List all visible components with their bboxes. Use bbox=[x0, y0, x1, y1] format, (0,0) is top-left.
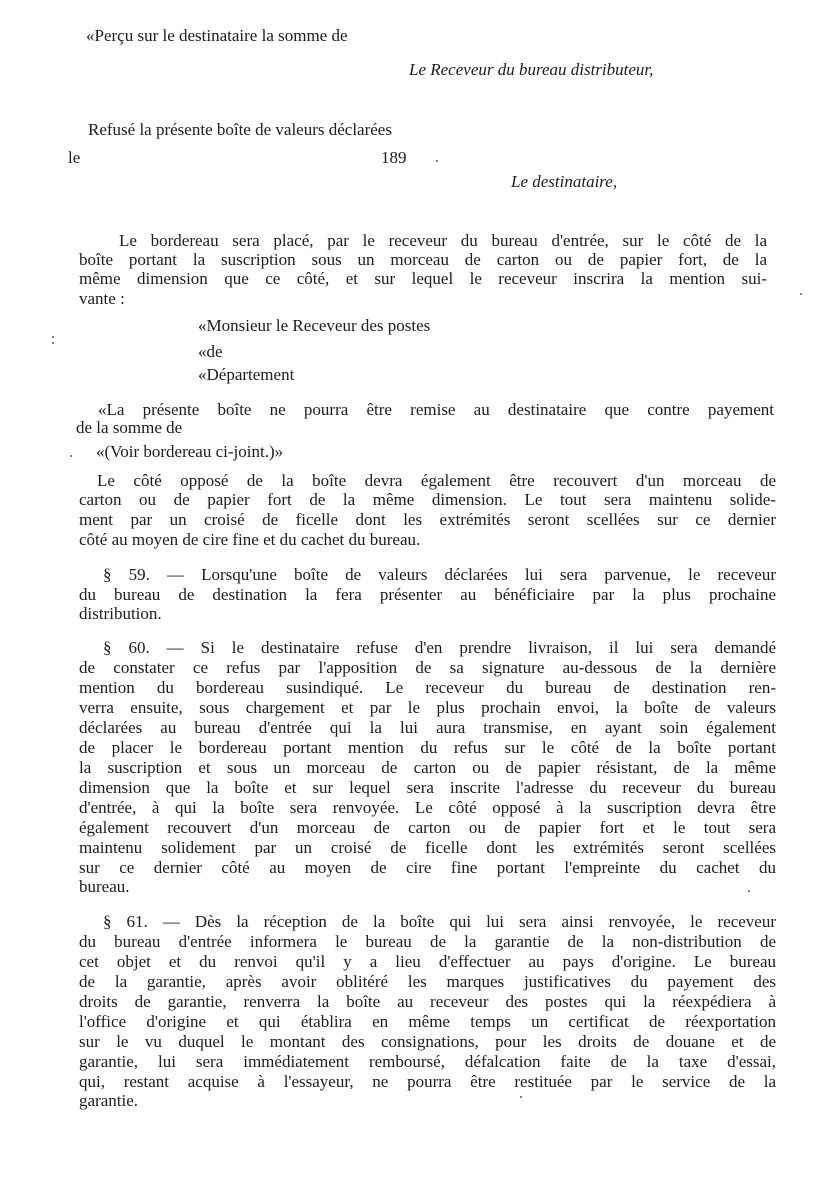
s61-line: § 61. — Dès la réception de la boîte qui lui sera ainsi renvoyée, le receveur bbox=[103, 912, 776, 931]
speck-mark bbox=[748, 890, 750, 892]
side-line: côté au moyen de cire fine et du cachet du bureau. bbox=[79, 530, 421, 549]
address-line: «de bbox=[198, 342, 223, 361]
speck-mark bbox=[520, 1096, 522, 1098]
s60-line: déclarées au bureau d'entrée qui la lui aura transmise, en ayant soin également bbox=[79, 718, 776, 737]
s61-line: l'office d'origine et qui établira en même temps un certificat de réexportation bbox=[79, 1012, 776, 1031]
address-line: «Monsieur le Receveur des postes bbox=[198, 316, 431, 335]
s60-line: de constater ce refus par l'apposition de sa signature au-dessous de la dernière bbox=[79, 658, 776, 677]
s60-line: dimension que la boîte et sur lequel sera inscrite l'adresse du receveur du bureau bbox=[79, 778, 776, 797]
s60-line: mention du bordereau susindiqué. Le receveur du bureau de destination ren- bbox=[79, 678, 776, 697]
speck-mark bbox=[52, 342, 54, 344]
s59-line: du bureau de destination la fera présenter au bénéficiaire par la plus prochaine bbox=[79, 585, 776, 604]
speck-mark bbox=[70, 455, 72, 457]
s60-line: maintenu solidement par un croisé de ficelle dont les extrémités seront scellées bbox=[79, 838, 776, 857]
s61-line: sur le vu duquel le montant des consignations, pour les droits de douane et de bbox=[79, 1032, 776, 1051]
s60-line: également recouvert d'un morceau de carton ou de papier fort et le tout sera bbox=[79, 818, 776, 837]
speck-mark bbox=[436, 160, 438, 162]
s60-line: § 60. — Si le destinataire refuse d'en prendre livraison, il lui sera demandé bbox=[103, 638, 776, 657]
s61-line: cet objet et du renvoi qu'il y a lieu d'effectuer au pays d'origine. Le bureau bbox=[79, 952, 776, 971]
s60-line: de placer le bordereau portant mention du refus sur le côté de la boîte portant bbox=[79, 738, 776, 757]
s60-line: d'entrée, à qui la boîte sera renvoyée. Le côté opposé à la suscription devra être bbox=[79, 798, 776, 817]
s61-line: du bureau d'entrée informera le bureau de la garantie de la non-distribution de bbox=[79, 932, 776, 951]
le-label: le bbox=[68, 148, 81, 167]
bordereau-line: vante : bbox=[79, 289, 125, 308]
percu-line: «Perçu sur le destinataire la somme de bbox=[86, 26, 348, 45]
speck-mark bbox=[52, 336, 54, 338]
s61-line: droits de garantie, renverra la boîte au receveur des postes qui la réexpédiera à bbox=[79, 992, 776, 1011]
s59-line: distribution. bbox=[79, 604, 162, 623]
bordereau-line: même dimension que ce côté, et sur lequel le receveur inscrira la mention sui- bbox=[79, 269, 767, 288]
s59-line: § 59. — Lorsqu'une boîte de valeurs déclarées lui sera parvenue, le receveur bbox=[103, 565, 776, 584]
receveur-signature: Le Receveur du bureau distributeur, bbox=[409, 60, 654, 79]
s60-line: verra ensuite, sous chargement et par le plus prochain envoi, la boîte de valeurs bbox=[79, 698, 776, 717]
s61-line: qui, restant acquise à l'essayeur, ne pourra être restituée par le service de la bbox=[79, 1072, 776, 1091]
s61-line: garantie. bbox=[79, 1091, 138, 1110]
side-line: carton ou de papier fort de la même dimension. Le tout sera maintenu solide- bbox=[79, 490, 776, 509]
notice-line: «(Voir bordereau ci-joint.)» bbox=[96, 442, 284, 461]
notice-line: de la somme de bbox=[76, 418, 183, 437]
side-line: ment par un croisé de ficelle dont les extrémités seront scellées sur ce dernier bbox=[79, 510, 776, 529]
destinataire-signature: Le destinataire, bbox=[511, 172, 618, 191]
s60-line: sur ce dernier côté au moyen de cire fine portant l'empreinte du cachet du bbox=[79, 858, 776, 877]
s61-line: de la garantie, après avoir oblitéré les marques justificatives du payement des bbox=[79, 972, 776, 991]
refuse-line: Refusé la présente boîte de valeurs déclarées bbox=[88, 120, 392, 139]
notice-line: «La présente boîte ne pourra être remise au destinataire que contre payement bbox=[98, 400, 774, 419]
bordereau-line: boîte portant la suscription sous un morceau de carton ou de papier fort, de la bbox=[79, 250, 767, 269]
s60-line: la suscription et sous un morceau de carton ou de papier résistant, de la même bbox=[79, 758, 776, 777]
address-line: «Département bbox=[198, 365, 295, 384]
s60-line: bureau. bbox=[79, 877, 130, 896]
s61-line: garantie, lui sera immédiatement remboursé, défalcation faite de la taxe d'essai, bbox=[79, 1052, 776, 1071]
year-label: 189 bbox=[381, 148, 407, 167]
side-line: Le côté opposé de la boîte devra également être recouvert d'un morceau de bbox=[97, 471, 776, 490]
bordereau-line: Le bordereau sera placé, par le receveur du bureau d'entrée, sur le côté de la bbox=[119, 231, 767, 250]
speck-mark bbox=[800, 293, 802, 295]
